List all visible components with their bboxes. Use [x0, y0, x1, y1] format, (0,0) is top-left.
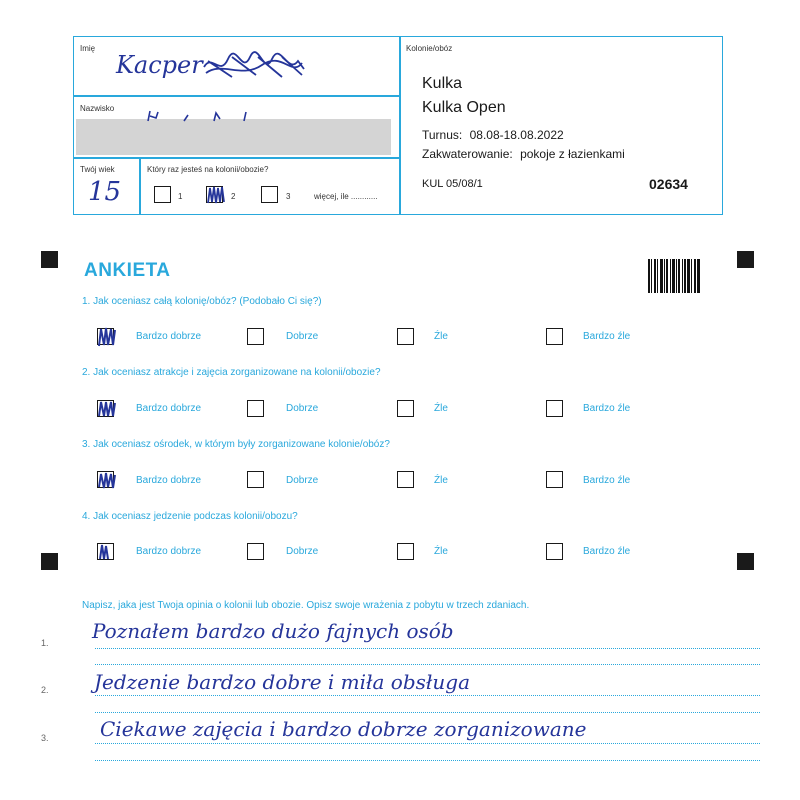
- scribble-mark: [202, 47, 307, 83]
- imie-label: Imię: [80, 44, 96, 53]
- visit-1-label: 1: [178, 192, 183, 201]
- opinion-line-1: [95, 648, 760, 649]
- q2-zle-checkbox[interactable]: [397, 400, 414, 417]
- opinion-prompt: Napisz, jaka jest Twoja opinia o kolonii lub obozie. Opisz swoje wrażenia z pobytu w trzech zdaniach.: [82, 600, 530, 611]
- q3-bardzo-zle-checkbox[interactable]: [546, 471, 563, 488]
- kolonia-label: Kolonie/obóz: [406, 44, 453, 53]
- age-divider: [139, 157, 141, 215]
- q1-bardzo-dobrze-checkbox[interactable]: [97, 328, 114, 345]
- q2-bardzo-dobrze-checkbox[interactable]: [97, 400, 114, 417]
- question-1: 1. Jak oceniasz całą kolonię/obóz? (Podobało Ci się?): [82, 296, 322, 307]
- q1-bardzo-zle-label: Bardzo źle: [583, 331, 631, 342]
- q2-zle-label: Źle: [434, 403, 448, 414]
- q2-bardzo-zle-label: Bardzo źle: [583, 403, 631, 414]
- zakwaterowanie-row: [422, 147, 625, 161]
- q3-bardzo-zle-label: Bardzo źle: [583, 475, 631, 486]
- nazwisko-label: Nazwisko: [80, 104, 115, 113]
- q3-dobrze-checkbox[interactable]: [247, 471, 264, 488]
- survey-title: ANKIETA: [84, 260, 171, 281]
- q2-check-scribble: [97, 398, 117, 420]
- header-divider: [399, 37, 401, 214]
- visit-2-checkbox[interactable]: [206, 186, 223, 203]
- opinion-line-2-number: 2.: [41, 685, 49, 695]
- barcode: [648, 259, 700, 293]
- row-divider-2: [74, 157, 399, 159]
- q4-bardzo-dobrze-label: Bardzo dobrze: [136, 546, 202, 557]
- visit-2-scribble: [206, 184, 226, 206]
- kolonia-program: Kulka Open: [422, 99, 506, 116]
- zakwaterowanie-label: Zakwaterowanie:: [422, 147, 513, 161]
- q3-check-scribble: [97, 469, 117, 491]
- q1-bardzo-dobrze-label: Bardzo dobrze: [136, 331, 202, 342]
- q1-dobrze-checkbox[interactable]: [247, 328, 264, 345]
- q1-zle-checkbox[interactable]: [397, 328, 414, 345]
- visit-3-label: 3: [286, 192, 291, 201]
- q3-zle-label: Źle: [434, 475, 448, 486]
- opinion-line-3-text[interactable]: Ciekawe zajęcia i bardzo dobrze zorganizowane: [100, 717, 587, 741]
- registration-marker-bottom-left: [41, 553, 58, 570]
- opinion-line-3b: [95, 760, 760, 761]
- question-2: 2. Jak oceniasz atrakcje i zajęcia zorganizowane na kolonii/obozie?: [82, 367, 381, 378]
- opinion-line-2: [95, 695, 760, 696]
- q1-check-scribble: [97, 326, 117, 348]
- kolonia-name: Kulka: [422, 75, 463, 92]
- nazwisko-redaction: [76, 119, 391, 155]
- opinion-line-3: [95, 743, 760, 744]
- wiek-value[interactable]: 15: [88, 177, 122, 207]
- q2-bardzo-zle-checkbox[interactable]: [546, 400, 563, 417]
- q4-zle-label: Źle: [434, 546, 448, 557]
- wiecej-label: więcej, ile ............: [314, 192, 378, 201]
- q4-zle-checkbox[interactable]: [397, 543, 414, 560]
- opinion-line-1-text[interactable]: Poznałem bardzo dużo fajnych osób: [92, 619, 454, 643]
- q3-zle-checkbox[interactable]: [397, 471, 414, 488]
- q1-dobrze-label: Dobrze: [286, 331, 319, 342]
- opinion-line-2-text[interactable]: Jedzenie bardzo dobre i miła obsługa: [94, 670, 471, 694]
- q3-dobrze-label: Dobrze: [286, 475, 319, 486]
- imie-value[interactable]: Kacper: [116, 51, 203, 79]
- zakwaterowanie-value: pokoje z łazienkami: [520, 147, 625, 161]
- q1-zle-label: Źle: [434, 331, 448, 342]
- registration-marker-top-left: [41, 251, 58, 268]
- form-number: 02634: [649, 176, 688, 192]
- q4-bardzo-zle-checkbox[interactable]: [546, 543, 563, 560]
- visit-3-checkbox[interactable]: [261, 186, 278, 203]
- visit-2-label: 2: [231, 192, 236, 201]
- q2-dobrze-checkbox[interactable]: [247, 400, 264, 417]
- q2-dobrze-label: Dobrze: [286, 403, 319, 414]
- opinion-line-1b: [95, 664, 760, 665]
- kolonia-code: KUL 05/08/1: [422, 178, 483, 190]
- turnus-row: [422, 128, 564, 142]
- nazwisko-ink-trace: [144, 109, 254, 123]
- q3-bardzo-dobrze-checkbox[interactable]: [97, 471, 114, 488]
- row-divider-1: [74, 95, 399, 97]
- wiek-label: Twój wiek: [80, 165, 115, 174]
- turnus-value: 08.08-18.08.2022: [469, 128, 564, 142]
- header-form: [73, 36, 723, 215]
- registration-marker-bottom-right: [737, 553, 754, 570]
- q4-bardzo-dobrze-checkbox[interactable]: [97, 543, 114, 560]
- visit-1-checkbox[interactable]: [154, 186, 171, 203]
- turnus-label: Turnus:: [422, 128, 463, 142]
- q4-bardzo-zle-label: Bardzo źle: [583, 546, 631, 557]
- q3-bardzo-dobrze-label: Bardzo dobrze: [136, 475, 202, 486]
- opinion-line-1-number: 1.: [41, 638, 49, 648]
- registration-marker-top-right: [737, 251, 754, 268]
- q4-dobrze-checkbox[interactable]: [247, 543, 264, 560]
- q1-bardzo-zle-checkbox[interactable]: [546, 328, 563, 345]
- question-3: 3. Jak oceniasz ośrodek, w którym były zorganizowane kolonie/obóz?: [82, 439, 390, 450]
- q4-dobrze-label: Dobrze: [286, 546, 319, 557]
- question-4: 4. Jak oceniasz jedzenie podczas kolonii/obozu?: [82, 511, 298, 522]
- opinion-line-2b: [95, 712, 760, 713]
- q2-bardzo-dobrze-label: Bardzo dobrze: [136, 403, 202, 414]
- q4-check-scribble: [97, 541, 117, 563]
- ktory-raz-label: Który raz jesteś na kolonii/obozie?: [147, 165, 269, 174]
- opinion-line-3-number: 3.: [41, 733, 49, 743]
